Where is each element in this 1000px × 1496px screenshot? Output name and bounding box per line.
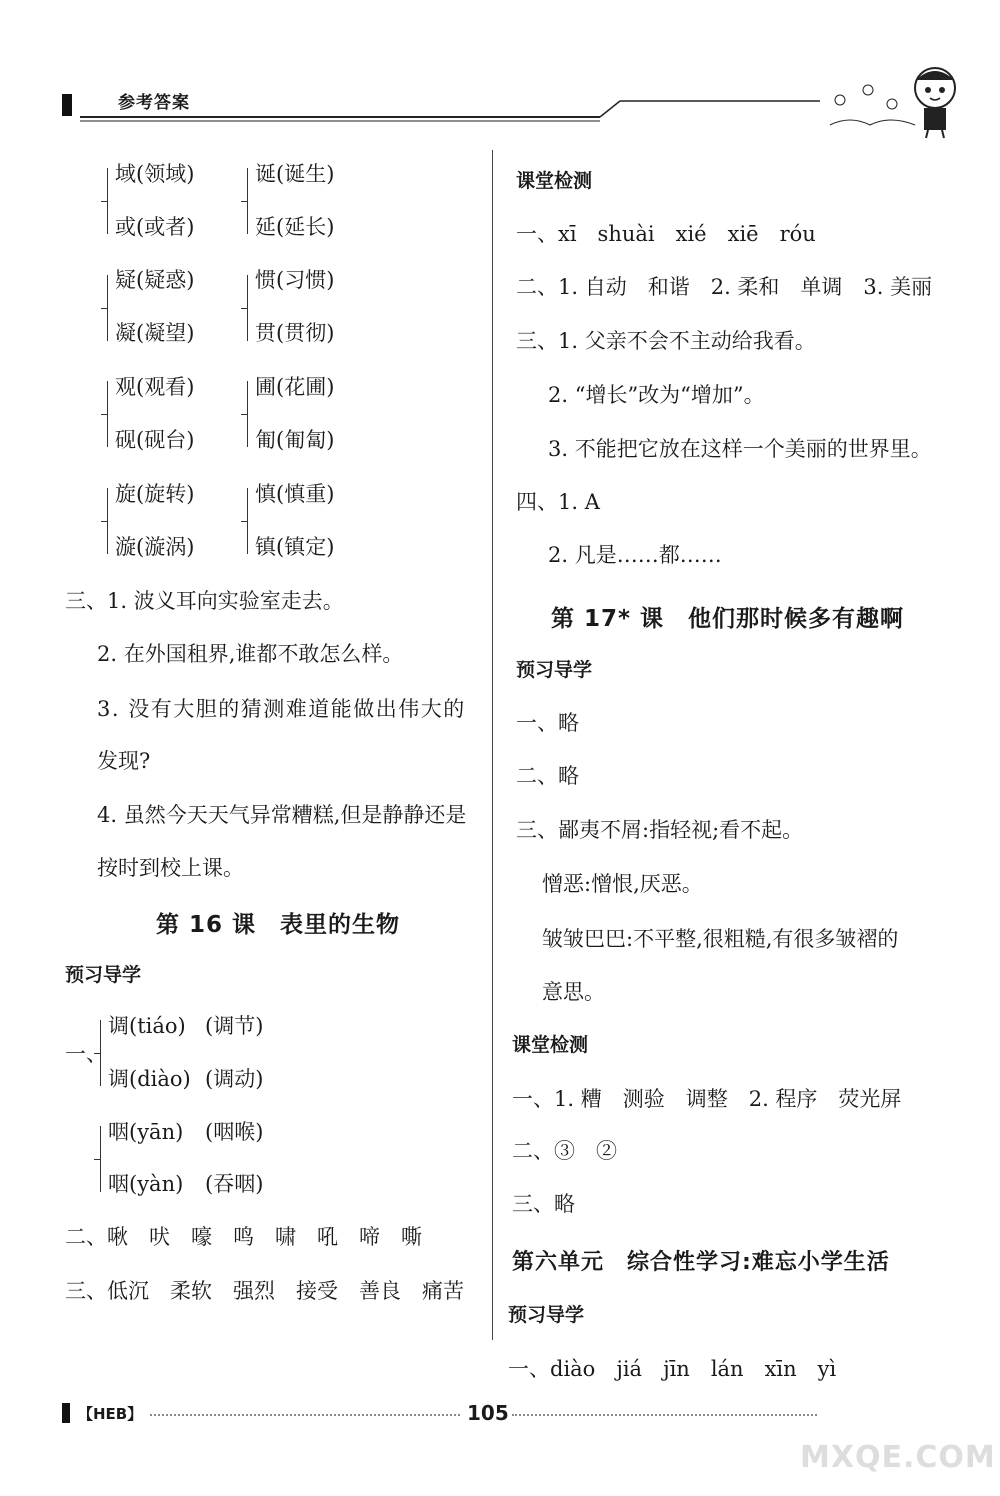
brace-item: 疑(疑惑) [115,268,195,292]
pinyin-item: 咽(yàn) [108,1172,184,1196]
word-item: (吞咽) [205,1172,264,1196]
answer-line: 二、③ ② [512,1139,617,1163]
answer-line: 一、1. 糟 测验 调整 2. 程序 荧光屏 [512,1087,902,1111]
answer-line: 三、1. 父亲不会不主动给我看。 [516,329,816,353]
answer-line: 2. “增长”改为“增加”。 [548,383,765,407]
word-item: (调动) [205,1067,264,1091]
answer-line: 二、啾 吠 嚎 鸣 啸 吼 啼 嘶 [65,1225,422,1249]
section-heading: 课堂检测 [516,170,593,192]
brace-item: 域(领域) [115,162,195,186]
answer-line: 二、1. 自动 和谐 2. 柔和 单调 3. 美丽 [516,275,933,299]
word-item: (调节) [205,1014,264,1038]
section-heading: 预习导学 [65,964,142,986]
answer-line: 按时到校上课。 [97,856,244,880]
brace-item: 漩(漩涡) [115,535,195,559]
lesson-16-title: 第 16 课 表里的生物 [156,912,401,938]
answer-line: 憎恶:憎恨,厌恶。 [542,872,703,896]
page-number: 105 [467,1401,509,1425]
column-divider [492,150,493,1340]
brace-item: 匍(匍匐) [255,428,335,452]
answer-line: 一、略 [516,711,579,735]
answer-line: 2. 在外国租界,谁都不敢怎么样。 [97,642,404,666]
pinyin-item: 咽(yān) [108,1120,184,1144]
answer-line: 一、diào jiá jīn lán xīn yì [508,1357,837,1381]
answer-line: 二、略 [516,764,579,788]
brace-item: 砚(砚台) [115,428,195,452]
word-item: (咽喉) [205,1120,264,1144]
answer-line: 一、xī shuài xié xiē róu [516,222,816,246]
brace-item: 旋(旋转) [115,482,195,506]
brace-item: 观(观看) [115,375,195,399]
brace-item: 凝(凝望) [115,321,195,345]
answer-line: 意思。 [542,980,605,1004]
brace-item: 圃(花圃) [255,375,335,399]
answer-line: 三、低沉 柔软 强烈 接受 善良 痛苦 [65,1279,464,1303]
footer-dotted-line [150,1414,460,1416]
answer-line: 3. 没有大胆的猜测难道能做出伟大的 [97,697,466,721]
unit-6-title: 第六单元 综合性学习:难忘小学生活 [512,1250,890,1275]
watermark: MXQE.COM [800,1440,996,1475]
header-title: 参考答案 [118,93,190,113]
answer-line: 皱皱巴巴:不平整,很粗糙,有很多皱褶的 [542,927,899,951]
brace-item: 慎(慎重) [255,482,335,506]
answer-line: 发现? [97,749,151,773]
brace-item: 延(延长) [255,215,335,239]
brace-item: 贯(贯彻) [255,321,335,345]
answer-line: 三、1. 波义耳向实验室走去。 [65,589,344,613]
answer-line: 四、1. A [516,490,600,514]
answer-line: 3. 不能把它放在这样一个美丽的世界里。 [548,437,932,461]
pinyin-item: 调(tiáo) [108,1014,186,1038]
answer-line: 2. 凡是……都…… [548,543,722,567]
section-heading: 预习导学 [508,1304,585,1326]
footer-tag: 【HEB】 [78,1405,143,1423]
footer-dotted-line [512,1414,817,1416]
pinyin-item: 调(diào) [108,1067,191,1091]
cartoon-girl-icon [820,60,970,140]
answer-line: 三、略 [512,1192,575,1216]
brace-item: 惯(习惯) [255,268,335,292]
answer-line: 4. 虽然今天天气异常糟糕,但是静静还是 [97,803,467,827]
section-heading: 课堂检测 [512,1034,589,1056]
header-rule [60,95,840,125]
brace-item: 诞(诞生) [255,162,335,186]
answer-line: 三、鄙夷不屑:指轻视;看不起。 [516,818,804,842]
footer-marker-icon [62,1403,70,1423]
answer-label: 一、 [65,1042,107,1066]
brace-item: 或(或者) [115,215,195,239]
lesson-17-title: 第 17* 课 他们那时候多有趣啊 [551,606,905,632]
brace-item: 镇(镇定) [255,535,335,559]
section-heading: 预习导学 [516,659,593,681]
